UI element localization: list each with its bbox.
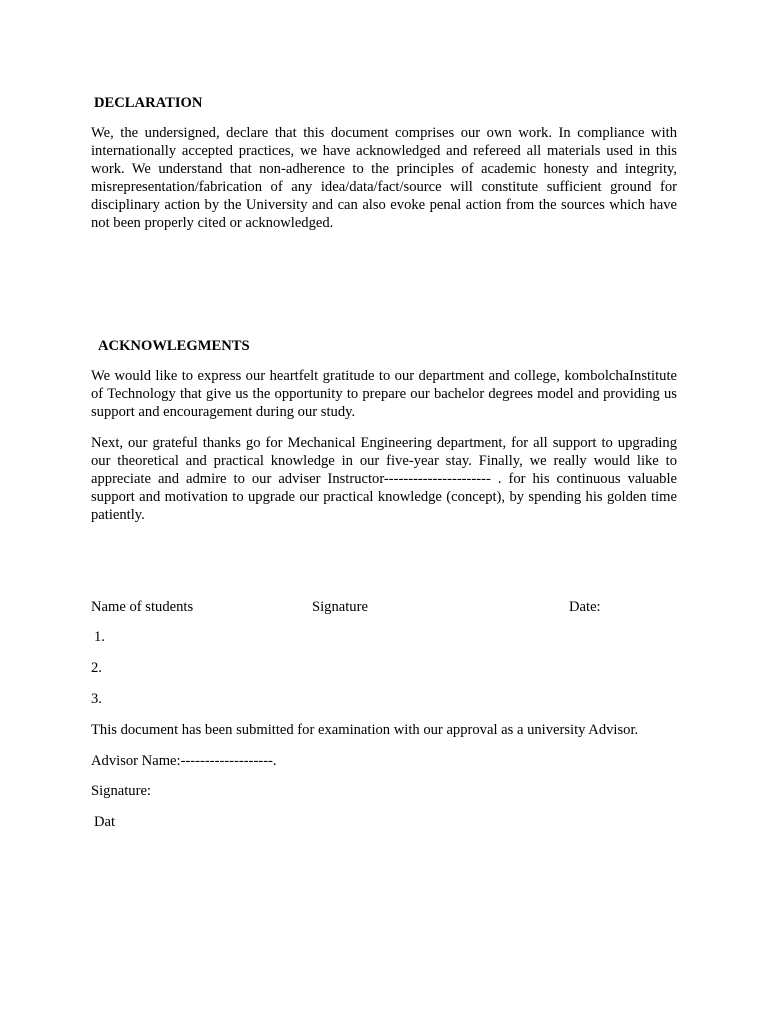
acknowledgments-title: ACKNOWLEGMENTS bbox=[98, 338, 250, 354]
column-header-signature: Signature bbox=[312, 599, 368, 615]
advisor-name: Advisor Name:-------------------. bbox=[91, 753, 277, 769]
declaration-title: DECLARATION bbox=[94, 95, 203, 111]
column-header-date: Date: bbox=[569, 599, 601, 615]
student-row-1: 1. bbox=[94, 629, 105, 645]
column-header-name: Name of students bbox=[91, 599, 194, 615]
acknowledgments-paragraph-1: We would like to express our heartfelt gratitude to our department and college, kombolchaInstitute of Technology that give us the opportunity to prepare our bachelor degrees model and providing us support and encouragement during our study. bbox=[91, 368, 677, 420]
advisor-date: Dat bbox=[94, 814, 116, 830]
approval-statement: This document has been submitted for examination with our approval as a university Advisor. bbox=[91, 722, 639, 738]
student-row-3: 3. bbox=[91, 691, 102, 707]
declaration-body: We, the undersigned, declare that this document comprises our own work. In compliance with internationally accepted practices, we have acknowledged and refereed all materials used in this work. We understand that non-adherence to the principles of academic honesty and integrity, misrepresentation/fabrication of any idea/data/fact/source will constitute sufficient ground for disciplinary action by the University and can also evoke penal action from the sources which have not been properly cited or acknowledged. bbox=[91, 125, 677, 231]
advisor-signature: Signature: bbox=[91, 783, 151, 799]
student-row-2: 2. bbox=[91, 660, 102, 676]
acknowledgments-paragraph-2: Next, our grateful thanks go for Mechanical Engineering department, for all support to upgrading our theoretical and practical knowledge in our five-year stay. Finally, we really would like to appreciate and admire to our adviser Instructor---------------------- . for his continuous valuable support and motivation to upgrade our practical knowledge (concept), by spending his golden time patiently. bbox=[91, 435, 677, 523]
